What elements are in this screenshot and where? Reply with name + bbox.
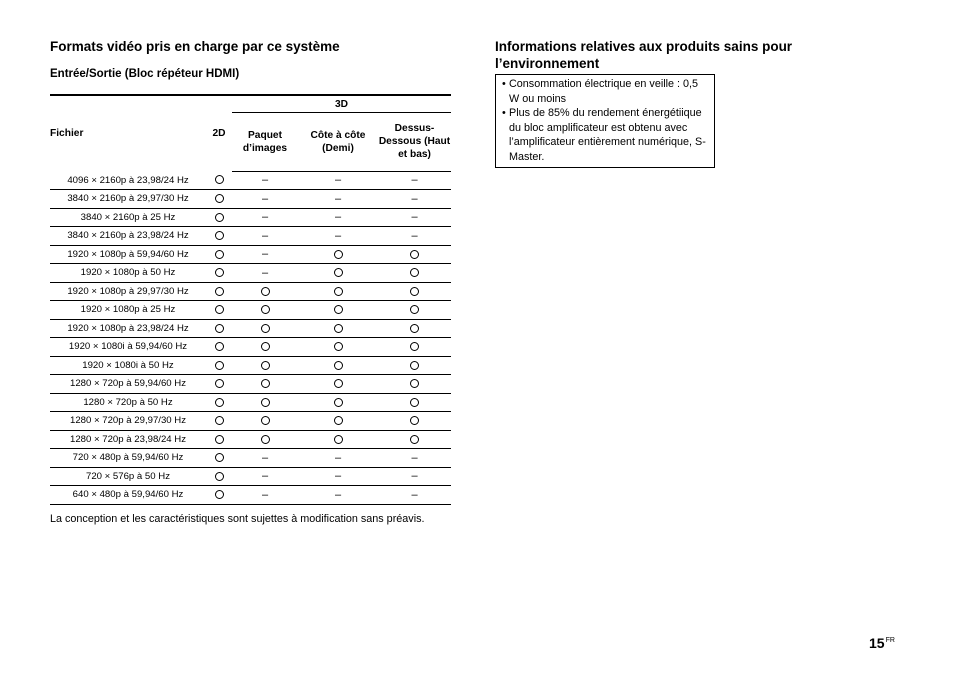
support-cell-2d bbox=[206, 190, 232, 209]
supported-circle-icon bbox=[261, 287, 270, 296]
support-cell-2d bbox=[206, 393, 232, 412]
support-cell-dessus bbox=[378, 208, 451, 227]
table-row bbox=[50, 338, 451, 357]
support-cell-paquet bbox=[232, 412, 298, 431]
supported-circle-icon bbox=[334, 398, 343, 407]
support-cell-dessus bbox=[378, 282, 451, 301]
table-row bbox=[50, 430, 451, 449]
support-cell-paquet bbox=[232, 245, 298, 264]
unsupported-dash: – bbox=[411, 488, 418, 501]
section-title-formats: Formats vidéo pris en charge par ce système bbox=[50, 39, 340, 54]
support-cell-paquet bbox=[232, 356, 298, 375]
format-name-cell: 1280 × 720p à 59,94/60 Hz bbox=[50, 375, 206, 394]
format-name-cell: 1920 × 1080p à 25 Hz bbox=[50, 301, 206, 320]
supported-circle-icon bbox=[410, 250, 419, 259]
support-cell-cote bbox=[298, 208, 378, 227]
supported-circle-icon bbox=[215, 287, 224, 296]
bullet-icon: • bbox=[502, 78, 506, 90]
support-cell-paquet bbox=[232, 375, 298, 394]
support-cell-paquet bbox=[232, 264, 298, 283]
supported-circle-icon bbox=[215, 416, 224, 425]
support-cell-cote bbox=[298, 486, 378, 505]
supported-circle-icon bbox=[334, 361, 343, 370]
unsupported-dash: – bbox=[261, 192, 269, 205]
unsupported-dash: – bbox=[334, 451, 342, 464]
support-cell-cote bbox=[298, 319, 378, 338]
support-cell-2d bbox=[206, 412, 232, 431]
unsupported-dash: – bbox=[334, 470, 342, 483]
table-row bbox=[50, 245, 451, 264]
table-row bbox=[50, 449, 451, 468]
format-name-cell: 3840 × 2160p à 29,97/30 Hz bbox=[50, 190, 206, 209]
support-cell-2d bbox=[206, 467, 232, 486]
unsupported-dash: – bbox=[261, 488, 269, 501]
format-name-cell: 1920 × 1080p à 23,98/24 Hz bbox=[50, 319, 206, 338]
unsupported-dash: – bbox=[411, 229, 418, 242]
header-cote-a-cote: Côte à côte (Demi) bbox=[298, 113, 378, 172]
right-column bbox=[495, 38, 835, 168]
support-cell-paquet bbox=[232, 449, 298, 468]
supported-circle-icon bbox=[215, 175, 224, 184]
support-cell-cote bbox=[298, 412, 378, 431]
environment-item-text: Consommation électrique en veille : 0,5 W ou moins bbox=[509, 78, 699, 105]
supported-circle-icon bbox=[261, 398, 270, 407]
format-name-cell: 1280 × 720p à 23,98/24 Hz bbox=[50, 430, 206, 449]
unsupported-dash: – bbox=[334, 174, 342, 187]
supported-circle-icon bbox=[215, 231, 224, 240]
unsupported-dash: – bbox=[261, 248, 269, 261]
supported-circle-icon bbox=[334, 342, 343, 351]
support-cell-cote bbox=[298, 430, 378, 449]
support-cell-2d bbox=[206, 171, 232, 190]
supported-circle-icon bbox=[215, 453, 224, 462]
left-column bbox=[50, 38, 451, 536]
supported-circle-icon bbox=[334, 305, 343, 314]
table-row bbox=[50, 301, 451, 320]
support-cell-cote bbox=[298, 338, 378, 357]
supported-circle-icon bbox=[410, 268, 419, 277]
unsupported-dash: – bbox=[411, 470, 418, 483]
support-cell-cote bbox=[298, 467, 378, 486]
supported-circle-icon bbox=[215, 305, 224, 314]
supported-circle-icon bbox=[410, 361, 419, 370]
unsupported-dash: – bbox=[261, 211, 269, 224]
supported-circle-icon bbox=[261, 435, 270, 444]
section-title-environment: Informations relatives aux produits sains pour l’environnement bbox=[495, 39, 793, 71]
unsupported-dash: – bbox=[261, 470, 269, 483]
supported-circle-icon bbox=[261, 324, 270, 333]
table-row bbox=[50, 375, 451, 394]
table-row bbox=[50, 264, 451, 283]
support-cell-paquet bbox=[232, 338, 298, 357]
unsupported-dash: – bbox=[261, 266, 269, 279]
support-cell-paquet bbox=[232, 430, 298, 449]
unsupported-dash: – bbox=[411, 451, 418, 464]
supported-circle-icon bbox=[410, 416, 419, 425]
support-cell-cote bbox=[298, 375, 378, 394]
table-header bbox=[50, 95, 451, 171]
supported-circle-icon bbox=[334, 250, 343, 259]
unsupported-dash: – bbox=[334, 229, 342, 242]
support-cell-dessus bbox=[378, 338, 451, 357]
support-cell-2d bbox=[206, 356, 232, 375]
table-row bbox=[50, 356, 451, 375]
support-cell-dessus bbox=[378, 430, 451, 449]
supported-circle-icon bbox=[334, 287, 343, 296]
unsupported-dash: – bbox=[334, 192, 342, 205]
support-cell-2d bbox=[206, 486, 232, 505]
support-cell-2d bbox=[206, 375, 232, 394]
support-cell-paquet bbox=[232, 227, 298, 246]
support-cell-cote bbox=[298, 282, 378, 301]
supported-circle-icon bbox=[334, 268, 343, 277]
support-cell-paquet bbox=[232, 486, 298, 505]
supported-circle-icon bbox=[334, 379, 343, 388]
environment-info-box bbox=[495, 74, 715, 168]
support-cell-2d bbox=[206, 282, 232, 301]
supported-circle-icon bbox=[215, 324, 224, 333]
support-cell-dessus bbox=[378, 264, 451, 283]
support-cell-2d bbox=[206, 301, 232, 320]
table-row bbox=[50, 208, 451, 227]
supported-circle-icon bbox=[410, 324, 419, 333]
format-name-cell: 1920 × 1080i à 59,94/60 Hz bbox=[50, 338, 206, 357]
support-cell-paquet bbox=[232, 208, 298, 227]
table-row bbox=[50, 319, 451, 338]
supported-circle-icon bbox=[261, 379, 270, 388]
unsupported-dash: – bbox=[261, 229, 269, 242]
page-number-value: 15 bbox=[869, 635, 885, 651]
table-row bbox=[50, 486, 451, 505]
format-name-cell: 1920 × 1080p à 59,94/60 Hz bbox=[50, 245, 206, 264]
support-cell-dessus bbox=[378, 319, 451, 338]
environment-list-item bbox=[502, 106, 710, 164]
table-row bbox=[50, 171, 451, 190]
support-cell-paquet bbox=[232, 393, 298, 412]
format-name-cell: 1920 × 1080p à 50 Hz bbox=[50, 264, 206, 283]
header-3d: 3D bbox=[232, 95, 451, 113]
supported-circle-icon bbox=[410, 287, 419, 296]
support-cell-paquet bbox=[232, 171, 298, 190]
table-row bbox=[50, 412, 451, 431]
subsection-title-hdmi: Entrée/Sortie (Bloc répéteur HDMI) bbox=[50, 68, 240, 80]
support-cell-2d bbox=[206, 319, 232, 338]
header-paquet-images: Paquet d’images bbox=[232, 113, 298, 172]
support-cell-cote bbox=[298, 190, 378, 209]
table-body bbox=[50, 171, 451, 504]
support-cell-dessus bbox=[378, 245, 451, 264]
supported-circle-icon bbox=[410, 305, 419, 314]
supported-circle-icon bbox=[215, 435, 224, 444]
supported-circle-icon bbox=[410, 435, 419, 444]
supported-circle-icon bbox=[215, 398, 224, 407]
support-cell-dessus bbox=[378, 356, 451, 375]
format-name-cell: 720 × 480p à 59,94/60 Hz bbox=[50, 449, 206, 468]
support-cell-dessus bbox=[378, 227, 451, 246]
supported-circle-icon bbox=[215, 250, 224, 259]
supported-circle-icon bbox=[410, 379, 419, 388]
supported-circle-icon bbox=[334, 416, 343, 425]
support-cell-dessus bbox=[378, 486, 451, 505]
support-cell-dessus bbox=[378, 412, 451, 431]
support-cell-dessus bbox=[378, 375, 451, 394]
supported-circle-icon bbox=[261, 361, 270, 370]
format-name-cell: 4096 × 2160p à 23,98/24 Hz bbox=[50, 171, 206, 190]
support-cell-dessus bbox=[378, 467, 451, 486]
support-cell-2d bbox=[206, 227, 232, 246]
format-name-cell: 1920 × 1080i à 50 Hz bbox=[50, 356, 206, 375]
support-cell-dessus bbox=[378, 301, 451, 320]
format-name-cell: 720 × 576p à 50 Hz bbox=[50, 467, 206, 486]
support-cell-cote bbox=[298, 171, 378, 190]
unsupported-dash: – bbox=[411, 192, 418, 205]
supported-circle-icon bbox=[410, 398, 419, 407]
format-name-cell: 1280 × 720p à 50 Hz bbox=[50, 393, 206, 412]
support-cell-cote bbox=[298, 227, 378, 246]
unsupported-dash: – bbox=[334, 211, 342, 224]
support-cell-2d bbox=[206, 245, 232, 264]
support-cell-paquet bbox=[232, 319, 298, 338]
supported-circle-icon bbox=[215, 490, 224, 499]
supported-circle-icon bbox=[334, 435, 343, 444]
supported-circle-icon bbox=[334, 324, 343, 333]
supported-circle-icon bbox=[215, 213, 224, 222]
supported-circle-icon bbox=[215, 268, 224, 277]
table-row bbox=[50, 190, 451, 209]
page-language-code: FR bbox=[885, 637, 895, 644]
table-row bbox=[50, 282, 451, 301]
support-cell-dessus bbox=[378, 393, 451, 412]
unsupported-dash: – bbox=[261, 174, 269, 187]
supported-circle-icon bbox=[410, 342, 419, 351]
header-2d: 2D bbox=[212, 128, 226, 139]
table-row bbox=[50, 467, 451, 486]
supported-circle-icon bbox=[215, 342, 224, 351]
supported-circle-icon bbox=[261, 416, 270, 425]
unsupported-dash: – bbox=[334, 488, 342, 501]
supported-circle-icon bbox=[215, 379, 224, 388]
support-cell-cote bbox=[298, 245, 378, 264]
unsupported-dash: – bbox=[411, 211, 418, 224]
support-cell-cote bbox=[298, 393, 378, 412]
support-cell-dessus bbox=[378, 449, 451, 468]
table-row bbox=[50, 227, 451, 246]
header-fichier: Fichier bbox=[50, 128, 84, 139]
format-name-cell: 3840 × 2160p à 25 Hz bbox=[50, 208, 206, 227]
support-cell-2d bbox=[206, 208, 232, 227]
supported-circle-icon bbox=[215, 194, 224, 203]
unsupported-dash: – bbox=[411, 174, 418, 187]
support-cell-cote bbox=[298, 264, 378, 283]
support-cell-dessus bbox=[378, 171, 451, 190]
supported-circle-icon bbox=[261, 305, 270, 314]
format-name-cell: 1920 × 1080p à 29,97/30 Hz bbox=[50, 282, 206, 301]
supported-circle-icon bbox=[215, 472, 224, 481]
support-cell-cote bbox=[298, 356, 378, 375]
header-dessus-dessous: Dessus-Dessous (Haut et bas) bbox=[378, 113, 451, 172]
support-cell-paquet bbox=[232, 190, 298, 209]
support-cell-paquet bbox=[232, 301, 298, 320]
format-name-cell: 640 × 480p à 59,94/60 Hz bbox=[72, 489, 184, 501]
supported-circle-icon bbox=[261, 342, 270, 351]
disclaimer-note: La conception et les caractéristiques sont sujettes à modification sans préavis. bbox=[50, 512, 425, 525]
supported-circle-icon bbox=[215, 361, 224, 370]
format-name-cell: 3840 × 2160p à 23,98/24 Hz bbox=[50, 227, 206, 246]
support-cell-2d bbox=[206, 338, 232, 357]
environment-list-item bbox=[502, 77, 710, 106]
support-cell-cote bbox=[298, 301, 378, 320]
support-cell-cote bbox=[298, 449, 378, 468]
format-name-cell: 1280 × 720p à 29,97/30 Hz bbox=[50, 412, 206, 431]
support-cell-paquet bbox=[232, 282, 298, 301]
support-cell-dessus bbox=[378, 190, 451, 209]
support-cell-paquet bbox=[232, 467, 298, 486]
environment-item-text: Plus de 85% du rendement énergétiique du bloc amplificateur est obtenu avec l’amplificateur entièrement numérique, S-Master. bbox=[509, 107, 706, 163]
video-formats-table bbox=[50, 94, 451, 505]
table-row bbox=[50, 393, 451, 412]
unsupported-dash: – bbox=[261, 451, 269, 464]
page-number bbox=[869, 635, 895, 651]
support-cell-2d bbox=[206, 449, 232, 468]
bullet-icon: • bbox=[502, 107, 506, 119]
support-cell-2d bbox=[206, 430, 232, 449]
support-cell-2d bbox=[206, 264, 232, 283]
